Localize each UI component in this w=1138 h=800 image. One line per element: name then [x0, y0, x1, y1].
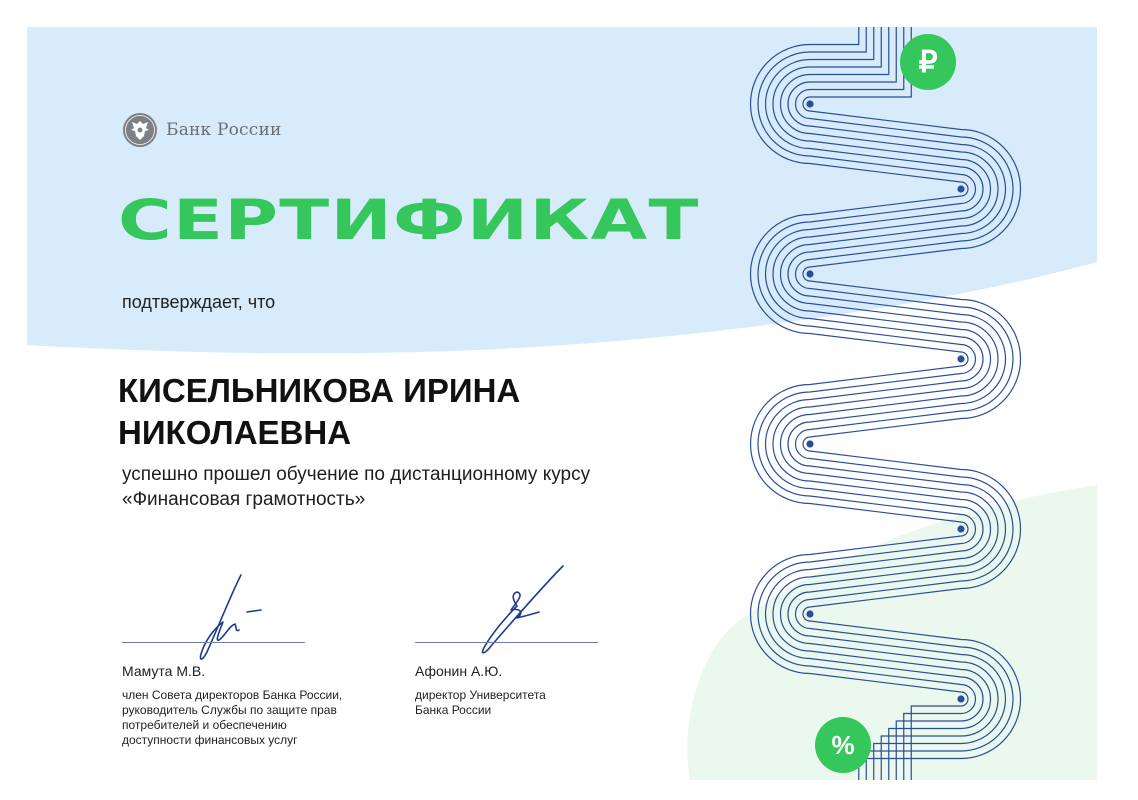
serpentine-dot [957, 695, 964, 702]
recipient-name-line-2: НИКОЛАЕВНА [118, 414, 352, 451]
serpentine-dot [957, 355, 964, 362]
signatory-name-1: Мамута М.В. [122, 663, 206, 679]
signatory-role-2 [415, 688, 635, 718]
course-text: успешно прошел обучение по дистанционному курсу [122, 464, 591, 485]
signatory-role-2-line: Банка России [415, 703, 492, 717]
serpentine-dot [957, 525, 964, 532]
bank-of-russia-logo [122, 112, 282, 148]
signatory-role-2-line: директор Университета [415, 688, 546, 702]
signatory-name-2: Афонин А.Ю. [415, 663, 503, 679]
double-headed-eagle-icon [122, 112, 158, 148]
ruble-icon [900, 34, 956, 90]
signatory-role-1-line: руководитель Службы по защите прав [122, 703, 337, 717]
serpentine-dot [957, 185, 964, 192]
percent-glyph: % [831, 729, 855, 760]
signatory-role-1-line: потребителей и обеспечению [122, 718, 287, 732]
serpentine-dot [806, 440, 813, 447]
confirm-text: подтверждает, что [122, 292, 276, 312]
signature-line-2 [415, 642, 598, 643]
signature-mamuta [185, 570, 275, 665]
serpentine-dot [806, 270, 813, 277]
recipient-name-line-1: КИСЕЛЬНИКОВА ИРИНА [118, 372, 521, 409]
ruble-glyph: ₽ [918, 45, 938, 79]
signatory-role-1-line: член Совета директоров Банка России, [122, 688, 343, 702]
signature-line-1 [122, 642, 305, 643]
signatory-role-1 [122, 688, 382, 748]
course-name: «Финансовая грамотность» [122, 489, 366, 510]
certificate-title: СЕРТИФИКАТ [118, 188, 700, 252]
logo-text: Банк России [166, 120, 282, 140]
recipient-name [118, 370, 678, 454]
course-description [122, 462, 682, 512]
signatory-role-1-line: доступности финансовых услуг [122, 733, 298, 747]
percent-icon [815, 717, 871, 773]
serpentine-dot [806, 610, 813, 617]
signature-afonin [455, 560, 575, 660]
serpentine-dot [806, 100, 813, 107]
